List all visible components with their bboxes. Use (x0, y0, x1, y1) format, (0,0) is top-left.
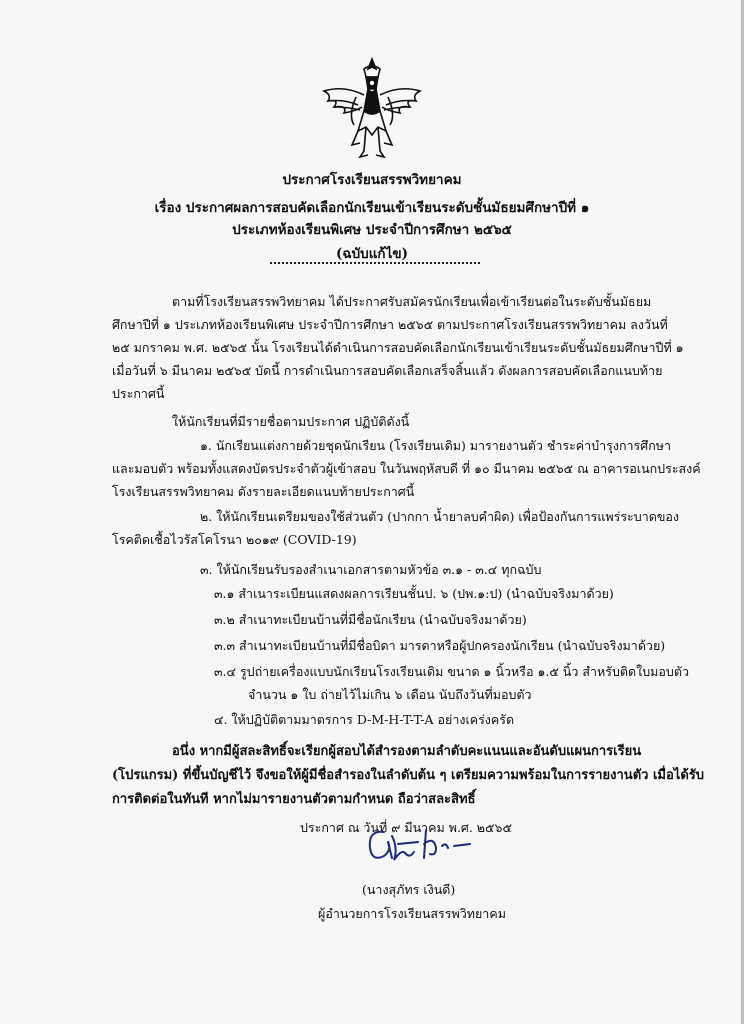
dotted-divider (270, 262, 480, 264)
item-1-line: ๑. นักเรียนแต่งกายด้วยชุดนักเรียน (โรงเรียนเดิม) มารายงานตัว ชำระค่าบำรุงการศึกษา (200, 438, 672, 453)
item-1-line: และมอบตัว พร้อมทั้งแสดงบัตรประจำตัวผู้เข้าสอบ ในวันพฤหัสบดี ที่ ๑๐ มีนาคม ๒๕๖๕ ณ อาคารอเนกประสงค์ (112, 461, 701, 476)
signatory-position: ผู้อำนวยการโรงเรียนสรรพวิทยาคม (318, 906, 506, 921)
garuda-emblem-icon (318, 55, 426, 163)
intro-line: เมื่อวันที่ ๖ มีนาคม ๒๕๖๕ บัดนี้ การดำเนินการสอบคัดเลือกเสร็จสิ้นแล้ว ดังผลการสอบคัดเลือกแนบท้าย (112, 363, 663, 378)
item-4: ๔. ให้ปฏิบัติตามมาตรการ D-M-H-T-T-A อย่างเคร่งครัด (214, 712, 515, 727)
notice-line: อนึ่ง หากมีผู้สละสิทธิ์จะเรียกผู้สอบได้สำรองตามลำดับคะแนนและอันดับแผนการเรียน (172, 744, 642, 759)
item-2-line: โรคติดเชื้อไวรัสโคโรนา ๒๐๑๙ (COVID-19) (112, 532, 357, 547)
announcement-category: ประเภทห้องเรียนพิเศษ ประจำปีการศึกษา ๒๕๖๕ (232, 222, 512, 238)
item-3-sub: ๓.๓ สำเนาทะเบียนบ้านที่มีชื่อบิดา มารดาหรือผู้ปกครองนักเรียน (นำฉบับจริงมาด้วย) (214, 638, 666, 653)
intro-line: ๒๕ มกราคม พ.ศ. ๒๕๖๕ นั้น โรงเรียนได้ดำเนินการสอบคัดเลือกนักเรียนเข้าเรียนระดับชั้นมัธยมศึกษาปีที่ ๑ (112, 340, 684, 355)
item-3-sub: จำนวน ๑ ใบ ถ่ายไว้ไม่เกิน ๖ เดือน นับถึงวันที่มอบตัว (248, 687, 532, 702)
item-1-line: โรงเรียนสรรพวิทยาคม ดังรายละเอียดแนบท้ายประกาศนี้ (112, 484, 415, 499)
item-3: ๓. ให้นักเรียนรับรองสำเนาเอกสารตามหัวข้อ ๓.๑ - ๓.๔ ทุกฉบับ (200, 562, 542, 577)
announcement-subject: เรื่อง ประกาศผลการสอบคัดเลือกนักเรียนเข้าเรียนระดับชั้นมัธยมศึกษาปีที่ ๑ (154, 200, 590, 216)
announcement-title: ประกาศโรงเรียนสรรพวิทยาคม (282, 172, 462, 188)
item-3-sub: ๓.๒ สำเนาทะเบียนบ้านที่มีชื่อนักเรียน (นำฉบับจริงมาด้วย) (214, 612, 527, 627)
notice-line: การติดต่อในทันที หากไม่มารายงานตัวตามกำหนด ถือว่าสละสิทธิ์ (112, 792, 476, 807)
item-3-sub: ๓.๔ รูปถ่ายเครื่องแบบนักเรียนโรงเรียนเดิม ขนาด ๑ นิ้วหรือ ๑.๕ นิ้ว สำหรับติดใบมอบตัว (214, 664, 689, 679)
intro-line: ตามที่โรงเรียนสรรพวิทยาคม ได้ประกาศรับสมัครนักเรียนเพื่อเข้าเรียนต่อในระดับชั้นมัธยม (172, 294, 652, 309)
signature-icon (362, 818, 480, 870)
revised-version-label: (ฉบับแก้ไข) (335, 246, 408, 262)
notice-line: (โปรแกรม) ที่ขึ้นบัญชีไว้ จึงขอให้ผู้มีชื่อสำรองในลำดับต้น ๆ เตรียมความพร้อมในการรายงานตัว เมื่อได้รับ (112, 768, 705, 783)
item-3-sub: ๓.๑ สำเนาระเบียนแสดงผลการเรียนชั้นป. ๖ (ปพ.๑:ป) (นำฉบับจริงมาด้วย) (214, 586, 614, 601)
announcement-date: ประกาศ ณ วันที่ ๙ มีนาคม พ.ศ. ๒๕๖๕ (300, 820, 512, 835)
signatory-name: (นางสุภัทร เงินดี) (362, 882, 456, 897)
intro-line: ประกาศนี้ (112, 386, 165, 401)
intro-line: ศึกษาปีที่ ๑ ประเภทห้องเรียนพิเศษ ประจำปีการศึกษา ๒๕๖๕ ตามประกาศโรงเรียนสรรพวิทยาคม ลงวันที่ (112, 317, 668, 332)
item-2-line: ๒. ให้นักเรียนเตรียมของใช้ส่วนตัว (ปากกา น้ำยาลบคำผิด) เพื่อป้องกันการแพร่ระบาดของ (200, 509, 679, 524)
instructions-heading: ให้นักเรียนที่มีรายชื่อตามประกาศ ปฏิบัติดังนี้ (172, 414, 410, 429)
